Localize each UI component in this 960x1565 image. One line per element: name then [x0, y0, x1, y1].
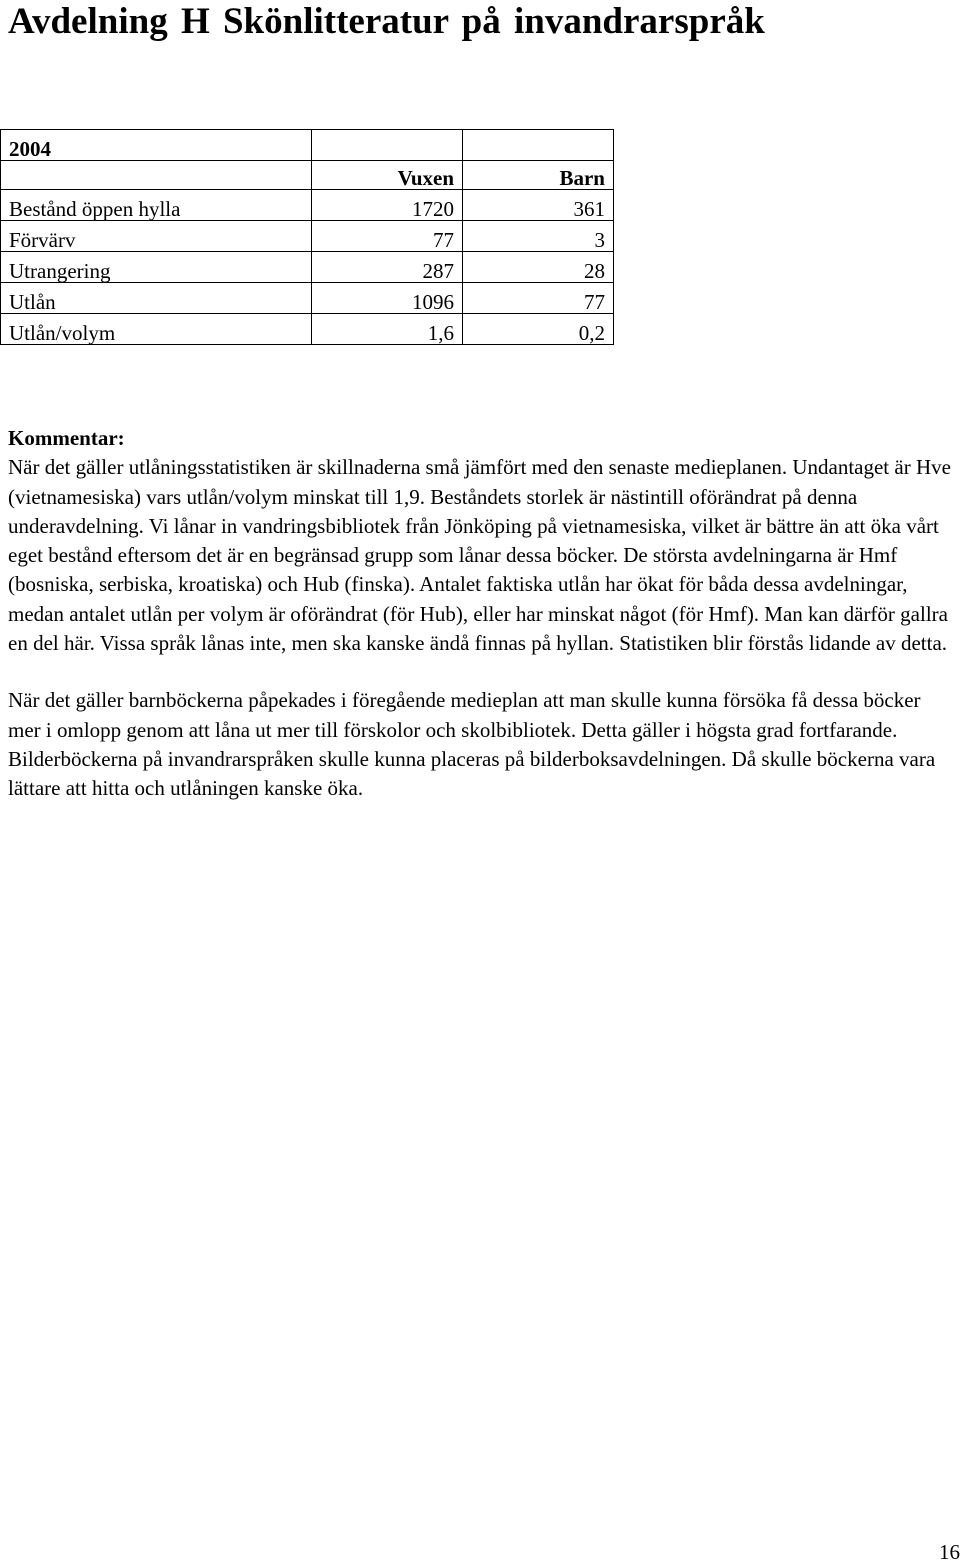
vuxen-value: 77	[312, 221, 463, 252]
vuxen-value: 1720	[312, 190, 463, 221]
comment-heading: Kommentar:	[8, 426, 125, 450]
row-label: Utlån/volym	[1, 314, 312, 345]
comment-paragraph: När det gäller barnböckerna påpekades i föregående medieplan att man skulle kunna försöka få dessa böcker mer i omlopp genom att låna ut mer till förskolor och skolbibliotek. Detta gäller i högsta grad fortfarande. Bilderböckerna på invandrarspråken skulle kunna placeras på bilderboksavdelningen. Då skulle böckerna vara lättare att hitta och utlåningen kanske öka.	[8, 688, 936, 801]
column-header-vuxen: Vuxen	[312, 161, 463, 190]
barn-value: 77	[463, 283, 614, 314]
row-label: Bestånd öppen hylla	[1, 190, 312, 221]
row-label: Utlån	[1, 283, 312, 314]
table-row	[1, 190, 614, 221]
table-row	[1, 130, 614, 161]
barn-value: 0,2	[463, 314, 614, 345]
page-title: Avdelning H Skönlitteratur på invandrarspråk	[8, 1, 765, 42]
barn-value: 3	[463, 221, 614, 252]
comment-paragraph: När det gäller utlåningsstatistiken är skillnaderna små jämfört med den senaste medieplanen. Undantaget är Hve (vietnamesiska) vars utlån/volym minskat till 1,9. Beståndets storlek är nästintill oförändrat på denna underavdelning. Vi lånar in vandringsbibliotek från Jönköping på vietnamesiska, vilket är bättre än att öka vårt eget bestånd eftersom det är en begränsad grupp som lånar dessa böcker. De största avdelningarna är Hmf (bosniska, serbiska, kroatiska) och Hub (finska). Antalet faktiska utlån har ökat för båda dessa avdelningar, medan antalet utlån per volym är oförändrat (för Hub), eller har minskat något (för Hmf). Man kan därför gallra en del här. Vissa språk lånas inte, men ska kanske ändå finnas på hyllan. Statistiken blir förstås lidande av detta.	[8, 455, 951, 656]
row-label: Förvärv	[1, 221, 312, 252]
comment-section	[8, 424, 958, 804]
vuxen-value: 287	[312, 252, 463, 283]
page-number: 16	[939, 1540, 960, 1564]
table-header-row	[1, 161, 614, 190]
row-label: Utrangering	[1, 252, 312, 283]
table-row	[1, 314, 614, 345]
table-empty-cell	[463, 130, 614, 161]
table-row	[1, 283, 614, 314]
table-row	[1, 221, 614, 252]
table-empty-cell	[312, 130, 463, 161]
table-empty-cell	[1, 161, 312, 190]
column-header-barn: Barn	[463, 161, 614, 190]
table-year-cell: 2004	[1, 130, 312, 161]
barn-value: 28	[463, 252, 614, 283]
vuxen-value: 1096	[312, 283, 463, 314]
table-row	[1, 252, 614, 283]
barn-value: 361	[463, 190, 614, 221]
statistics-table	[0, 129, 614, 345]
vuxen-value: 1,6	[312, 314, 463, 345]
